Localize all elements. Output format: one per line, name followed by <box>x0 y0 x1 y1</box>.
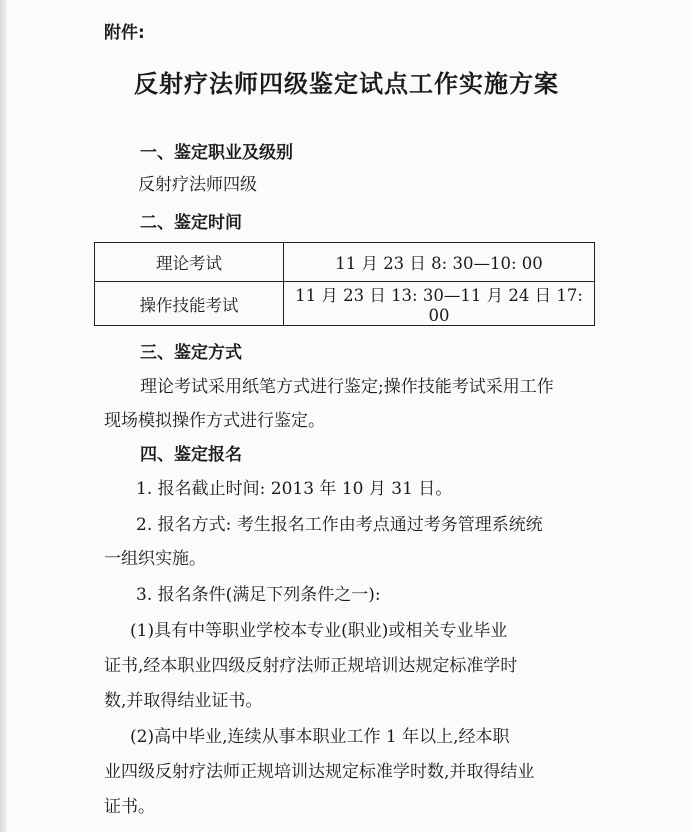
paragraph-line: 业四级反射疗法师正规培训达规定标准学时数,并取得结业 <box>104 762 535 782</box>
schedule-table <box>94 242 595 326</box>
paragraph-line: 3. 报名条件(满足下列条件之一): <box>136 585 381 605</box>
paragraph-line: 证书。 <box>104 797 155 817</box>
exam-time-cell: 11 月 23 日 8: 30—10: 00 <box>284 243 595 282</box>
paragraph-line: 数,并取得结业证书。 <box>104 691 263 711</box>
paragraph-line: 2. 报名方式: 考生报名工作由考点通过考务管理系统统 <box>136 515 543 535</box>
paragraph-line: 理论考试采用纸笔方式进行鉴定;操作技能考试采用工作 <box>140 377 554 397</box>
exam-name-cell: 理论考试 <box>95 243 284 282</box>
paragraph-line: (2)高中毕业,连续从事本职业工作 1 年以上,经本职 <box>130 727 510 747</box>
exam-time-cell: 11 月 23 日 13: 30—11 月 24 日 17: 00 <box>284 282 595 326</box>
table-row <box>95 282 595 326</box>
section-heading-3: 三、鉴定方式 <box>140 343 242 363</box>
paragraph-line: 一组织实施。 <box>104 549 206 569</box>
scan-edge <box>0 0 7 832</box>
paragraph-line: (1)具有中等职业学校本专业(职业)或相关专业毕业 <box>130 621 508 641</box>
exam-name-cell: 操作技能考试 <box>95 282 284 326</box>
section-1-text: 反射疗法师四级 <box>138 175 257 195</box>
attachment-label: 附件: <box>104 23 145 43</box>
section-heading-4: 四、鉴定报名 <box>140 445 242 465</box>
paragraph-line: 现场模拟操作方式进行鉴定。 <box>104 411 325 431</box>
paragraph-line: 1. 报名截止时间: 2013 年 10 月 31 日。 <box>136 479 453 499</box>
document-title: 反射疗法师四级鉴定试点工作实施方案 <box>134 70 559 98</box>
section-heading-1: 一、鉴定职业及级别 <box>140 143 293 163</box>
section-heading-2: 二、鉴定时间 <box>140 213 242 233</box>
paragraph-line: 证书,经本职业四级反射疗法师正规培训达规定标准学时 <box>104 656 518 676</box>
table-row <box>95 243 595 282</box>
